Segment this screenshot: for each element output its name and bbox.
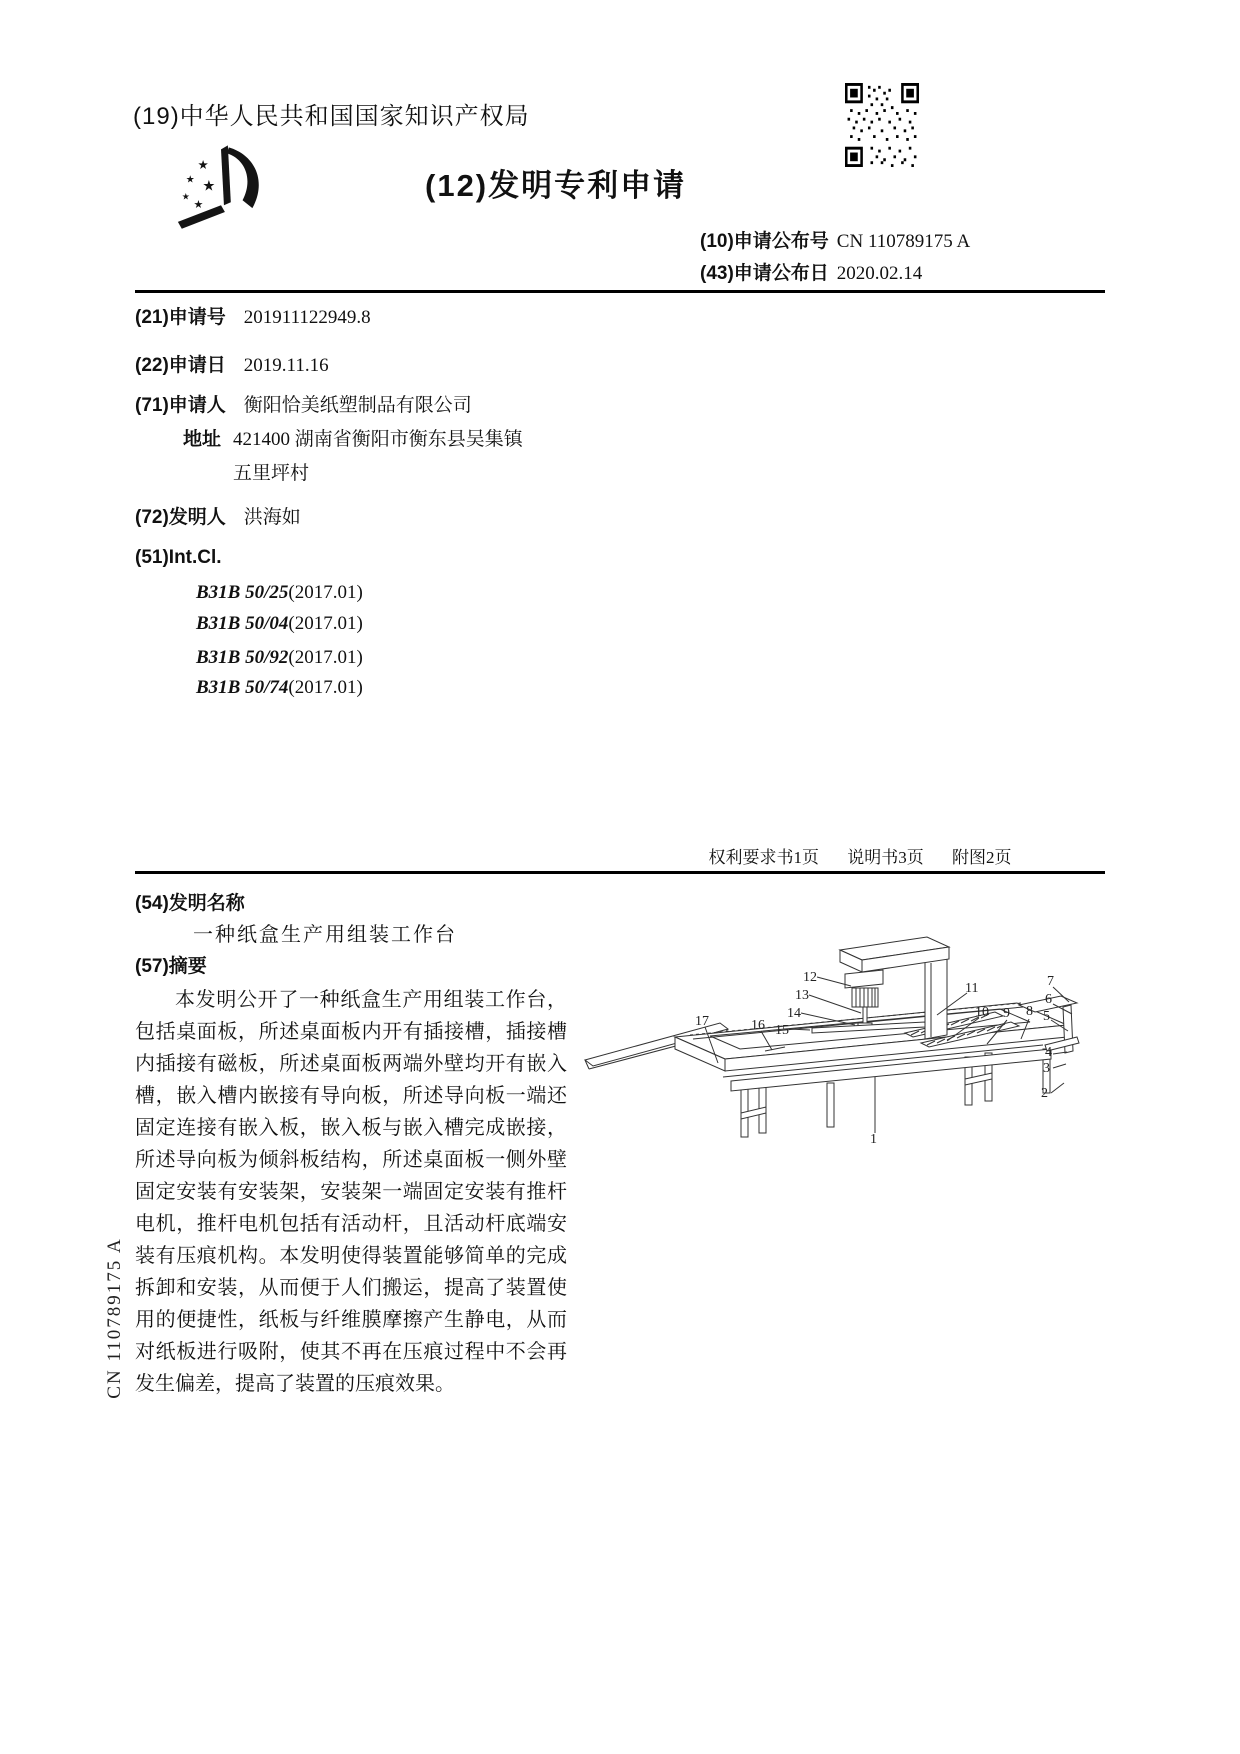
abstract-text: 本发明公开了一种纸盒生产用组装工作台，包括桌面板，所述桌面板内开有插接槽，插接槽内插接有磁板，所述桌面板两端外壁均开有嵌入槽，嵌入槽内嵌接有导向板，所述导向板一端还固定连接有嵌入板，嵌入板与嵌入槽完成嵌接，所述导向板为倾斜板结构，所述桌面板一侧外壁固定安装有安装架，安装架一端固定安装有推杆电机，推杆电机包括有活动杆，且活动杆底端安装有压痕机构。本发明使得装置能够简单的完成拆卸和安装，从而便于人们搬运，提高了装置使用的便捷性，纸板与纤维膜摩擦产生静电，从而对纸板进行吸附，使其不再在压痕过程中不会再发生偏差，提高了装置的压痕效果。 xyxy=(135,989,567,1395)
address-row xyxy=(183,424,523,451)
application-date-label: (22)申请日 xyxy=(135,355,226,376)
applicant-label: (71)申请人 xyxy=(135,395,226,416)
publication-date-row xyxy=(700,258,922,285)
ipc-version: (2017.01) xyxy=(288,647,363,668)
address-line2: 五里坪村 xyxy=(233,463,310,484)
ipc-code: B31B 50/92 xyxy=(196,647,289,668)
ipc-label: (51)Int.Cl. xyxy=(135,547,222,568)
application-date-value: 2019.11.16 xyxy=(243,355,329,376)
callout-5: 5 xyxy=(1043,1009,1050,1024)
callout-9: 9 xyxy=(1003,1006,1010,1021)
invention-title: 一种纸盒生产用组装工作台 xyxy=(193,924,457,946)
callout-15: 15 xyxy=(775,1023,789,1038)
ipc-section-row xyxy=(135,547,240,569)
cnipa-logo xyxy=(172,143,270,237)
callout-10: 10 xyxy=(975,1005,989,1020)
application-date-row xyxy=(135,350,329,377)
qr-code xyxy=(845,83,919,167)
address-label: 地址 xyxy=(183,429,222,450)
callout-14: 14 xyxy=(787,1006,801,1021)
ipc-code: B31B 50/04 xyxy=(196,613,289,634)
document-type-title: (12)发明专利申请 xyxy=(425,168,687,203)
callout-1: 1 xyxy=(870,1132,877,1145)
svg-text:★: ★ xyxy=(197,156,209,172)
abstract-label: (57)摘要 xyxy=(135,956,207,977)
address-row-2 xyxy=(233,458,309,485)
callout-6: 6 xyxy=(1045,992,1052,1007)
ipc-code-row xyxy=(196,677,363,699)
application-number-label: (21)申请号 xyxy=(135,307,226,328)
callout-8: 8 xyxy=(1026,1004,1033,1019)
ipc-version: (2017.01) xyxy=(288,613,363,634)
publication-number-row xyxy=(700,226,970,253)
application-number-value: 201911122949.8 xyxy=(243,307,371,328)
divider-top xyxy=(135,290,1105,293)
callout-12: 12 xyxy=(803,970,817,985)
svg-text:★: ★ xyxy=(202,178,216,195)
qr-code-graphic xyxy=(845,83,919,167)
inventor-label: (72)发明人 xyxy=(135,507,226,528)
address-line1: 421400 湖南省衡阳市衡东县吴集镇 xyxy=(233,429,523,450)
patent-figure xyxy=(575,855,1085,1145)
invention-title-label: (54)发明名称 xyxy=(135,893,245,914)
applicant-value: 衡阳恰美纸塑制品有限公司 xyxy=(243,395,472,416)
ipc-code: B31B 50/74 xyxy=(196,677,289,698)
callout-2: 2 xyxy=(1041,1086,1048,1101)
callout-4: 4 xyxy=(1045,1045,1052,1060)
ipc-code-row xyxy=(196,647,363,669)
callout-7: 7 xyxy=(1047,974,1054,989)
drawings-pages: 附图2页 xyxy=(952,848,1012,867)
inventor-value: 洪海如 xyxy=(243,507,301,528)
description-pages: 说明书3页 xyxy=(847,848,924,867)
claims-pages: 权利要求书1页 xyxy=(708,848,819,867)
callout-13: 13 xyxy=(795,988,809,1003)
cnipa-logo-graphic xyxy=(172,143,270,237)
publication-number-label: (10)申请公布号 xyxy=(700,231,829,252)
inventor-row xyxy=(135,502,301,529)
applicant-row xyxy=(135,390,472,417)
application-number-row xyxy=(135,302,371,329)
ipc-version: (2017.01) xyxy=(288,677,363,698)
publication-number-value: CN 110789175 A xyxy=(836,231,971,252)
svg-text:★: ★ xyxy=(181,191,190,202)
office-name: (19)中华人民共和国国家知识产权局 xyxy=(133,103,530,130)
svg-text:★: ★ xyxy=(185,174,195,186)
ipc-version: (2017.01) xyxy=(288,582,363,603)
ipc-code-row xyxy=(196,582,363,604)
callout-17: 17 xyxy=(695,1014,709,1029)
callout-16: 16 xyxy=(751,1018,765,1033)
patent-figure-drawing xyxy=(575,855,1085,1145)
publication-date-value: 2020.02.14 xyxy=(836,263,923,284)
edge-publication-code: CN 110789175 A xyxy=(104,1237,125,1399)
callout-3: 3 xyxy=(1043,1061,1050,1076)
ipc-code: B31B 50/25 xyxy=(196,582,289,603)
callout-11: 11 xyxy=(965,981,979,996)
publication-date-label: (43)申请公布日 xyxy=(700,263,829,284)
svg-text:★: ★ xyxy=(193,199,204,212)
ipc-code-row xyxy=(196,613,363,635)
